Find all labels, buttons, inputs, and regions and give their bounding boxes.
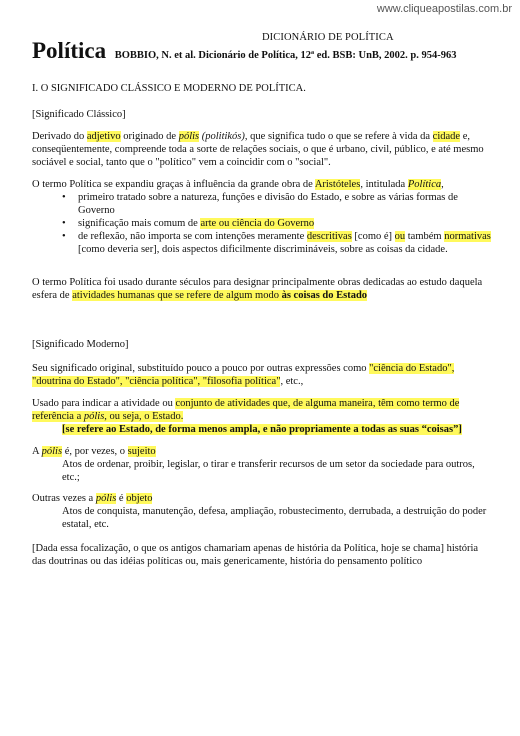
section-heading: I. O SIGNIFICADO CLÁSSICO E MODERNO DE POLÍTICA.: [32, 83, 306, 94]
paragraph-history: [Dada essa focalização, o que os antigos chamariam apenas de história da Política, hoje se chama] história das doutrinas ou das idéias políticas ou, mais genericamente, história do pensamento político: [32, 543, 479, 567]
highlight: Política: [407, 179, 442, 190]
paragraph-activity: [32, 397, 494, 436]
watermark: www.cliqueapostilas.com.br: [376, 3, 512, 15]
text-run: , intitulada: [360, 179, 408, 190]
text-run: Seu significado original, substituído pouco a pouco por outras expressões como: [32, 363, 370, 374]
highlight: às coisas do Estado: [281, 290, 368, 301]
text-run: ,: [441, 179, 444, 190]
highlight: descritivas: [306, 231, 352, 242]
highlight: ou: [394, 231, 406, 242]
text-run: (politikós): [199, 131, 245, 142]
highlight: "ciência do Estado", "doutrina do Estado", "ciência política", "filosofia política": [32, 363, 455, 387]
highlight: cidade: [432, 131, 461, 142]
text-run: , etc.,: [280, 376, 304, 387]
text-run: Outras vezes a: [32, 493, 96, 504]
text-run: Atos de conquista, manutenção, defesa, ampliação, robustecimento, derrubada, a destruição do poder estatal, etc.: [62, 506, 487, 530]
running-head: DICIONÁRIO DE POLÍTICA: [262, 32, 394, 43]
highlight: pólis: [178, 131, 200, 142]
bibliographic-reference: BOBBIO, N. et al. Dicionário de Política, 12ª ed. BSB: UnB, 2002. p. 954-963: [114, 50, 457, 61]
text-run: e, conseqüentemente, compreende toda a sorte de relações sociais, o que é urbano, civil, público, e até mesmo sociável e social, tanto que o "político" vem a coincidir com o "social".: [32, 131, 484, 168]
text-run: é, por vezes, o: [62, 446, 128, 457]
page-title: Política: [32, 38, 107, 63]
text-run: O termo Política se expandiu graças à influência da grande obra de: [32, 179, 315, 190]
classic-label: [Significado Clássico]: [32, 109, 126, 120]
text-run: O termo Política foi usado durante séculos para designar principalmente obras dedicadas ao estudo daquela esfera de: [32, 277, 483, 301]
paragraph-derivation: [32, 130, 494, 169]
text-run: [como é]: [351, 231, 395, 242]
highlight: conjunto de atividades que, de alguma maneira, têm como termo de referência a: [32, 398, 460, 422]
list-item: [62, 191, 494, 217]
text-run: [como deveria ser], dois aspectos dificilmente discrimináveis, sobre as coisas da cidade.: [78, 244, 448, 255]
title-line: [32, 38, 457, 63]
paragraph-substitution: [32, 362, 494, 388]
list-item: [62, 230, 494, 256]
text-run: Atos de ordenar, proibir, legislar, o tirar e transferir recursos de um setor da sociedade para outros, etc.;: [62, 459, 475, 483]
highlight: normativas: [444, 231, 491, 242]
highlight: pólis: [83, 411, 105, 422]
modern-label: [Significado Moderno]: [32, 339, 129, 350]
highlight: [se refere ao Estado, de forma menos ampla, e não propriamente a todas as suas “coisas”]: [62, 424, 462, 435]
paragraph-object: [32, 492, 494, 531]
highlight: Aristóteles: [314, 179, 361, 190]
text-run: significação mais comum de: [78, 218, 201, 229]
text-run: primeiro tratado sobre a natureza, funções e divisão do Estado, e sobre as várias formas de Governo: [78, 192, 458, 216]
bullet-list: [32, 191, 494, 256]
text-run: A: [32, 446, 42, 457]
text-run: é: [116, 493, 127, 504]
highlight: , ou seja, o Estado.: [104, 411, 184, 422]
highlight: adjetivo: [86, 131, 121, 142]
list-item: [62, 217, 494, 230]
text-run: de reflexão, não importa se com intenções meramente: [78, 231, 307, 242]
highlight: atividades humanas que se refere de algum modo: [72, 290, 282, 301]
paragraph-usage: [32, 276, 494, 302]
text-run: Derivado do: [32, 131, 87, 142]
highlight: sujeito: [127, 446, 156, 457]
text-run: Usado para indicar a atividade ou: [32, 398, 176, 409]
highlight: objeto: [126, 493, 153, 504]
paragraph-subject: [32, 445, 494, 484]
text-run: originado de: [120, 131, 179, 142]
text-run: também: [405, 231, 445, 242]
highlight: arte ou ciência do Governo: [200, 218, 315, 229]
text-run: , que significa tudo o que se refere à vida da: [244, 131, 433, 142]
highlight: pólis: [41, 446, 63, 457]
paragraph-aristotle: [32, 178, 494, 256]
highlight: pólis: [95, 493, 117, 504]
